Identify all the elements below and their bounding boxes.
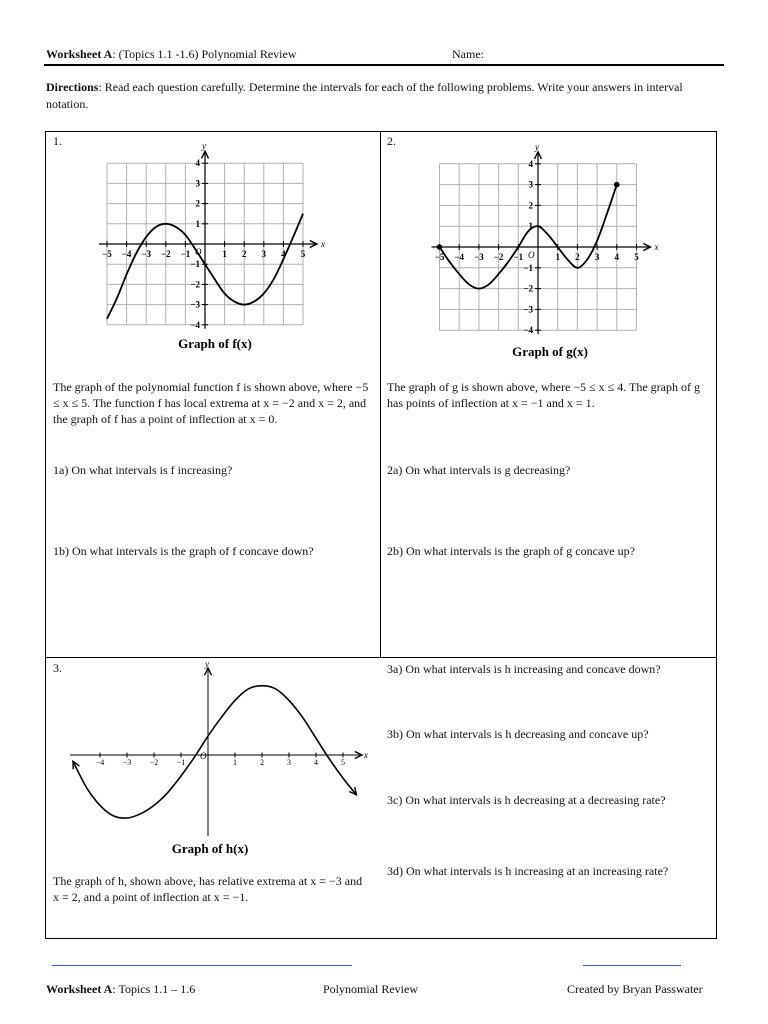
x-tick-label: −2 — [493, 252, 504, 262]
worksheet-title — [46, 47, 296, 62]
origin-label: O — [528, 250, 535, 260]
problem-2-description: The graph of g is shown above, where −5 ≤ x ≤ 4. The graph of g has points of inflection at x = −1 and x = 1. — [387, 380, 700, 410]
endpoint-dot-left — [437, 244, 443, 250]
x-tick-label: −3 — [122, 758, 132, 767]
problem-2-number: 2. — [387, 134, 396, 148]
graph-g-caption: Graph of g(x) — [512, 344, 588, 359]
question-2a: 2a) On what intervals is g decreasing? — [387, 463, 571, 477]
y-tick-label: −1 — [190, 259, 200, 270]
graph-h-plot — [70, 659, 368, 836]
x-axis-label: x — [364, 750, 368, 760]
graph-g — [434, 140, 678, 365]
x-tick-label: −3 — [474, 252, 484, 262]
directions-text: : Read each question carefully. Determine the intervals for each of the following problems. Write your answers in interval notation. — [46, 80, 683, 111]
x-axis-label: x — [654, 242, 659, 252]
y-tick-label: 3 — [195, 178, 200, 189]
y-tick-label: −1 — [523, 262, 533, 273]
question-3c: 3c) On what intervals is h decreasing at a decreasing rate? — [387, 793, 666, 807]
origin-label: O — [195, 247, 202, 257]
x-tick-label: 5 — [300, 249, 306, 259]
footer-title-bold: Worksheet A — [46, 982, 113, 996]
footer-credit: Created by Bryan Passwater — [567, 982, 703, 996]
footer-center: Polynomial Review — [323, 982, 418, 996]
problem-1-number: 1. — [53, 134, 62, 148]
graph-g-plot — [432, 142, 659, 335]
x-tick-label: 3 — [261, 249, 267, 259]
problem-3-description: The graph of h, shown above, has relative extrema at x = −3 and x = 2, and a point of inflection at x = −1. — [53, 874, 363, 904]
series-curve — [73, 686, 357, 818]
problem-3-number: 3. — [53, 661, 62, 675]
endpoint-dot-right — [614, 182, 620, 188]
x-tick-label: −1 — [180, 249, 191, 259]
graph-h-caption: Graph of h(x) — [171, 841, 249, 856]
x-tick-label: −5 — [434, 252, 445, 262]
y-tick-label: −3 — [523, 304, 533, 315]
y-tick-label: 2 — [195, 198, 200, 209]
graph-f-plot — [99, 141, 325, 330]
x-tick-label: 2 — [260, 758, 264, 767]
footer-topics: : Topics 1.1 – 1.6 — [112, 982, 196, 996]
y-tick-label: 1 — [528, 221, 533, 232]
name-label: Name: — [452, 47, 484, 61]
question-3d: 3d) On what intervals is h increasing at an increasing rate? — [387, 864, 669, 878]
directions-label: Directions — [46, 80, 99, 94]
y-tick-label: 2 — [528, 200, 533, 211]
y-tick-label: 4 — [528, 158, 533, 169]
x-tick-label: 5 — [634, 252, 639, 262]
worksheet-title-topics: : (Topics 1.1 -1.6) Polynomial Review — [112, 47, 297, 61]
footer-left — [46, 982, 195, 997]
y-axis-label: y — [205, 659, 209, 669]
x-tick-label: −1 — [176, 758, 186, 767]
question-1b: 1b) On what intervals is the graph of f concave down? — [53, 544, 314, 558]
graph-h — [60, 660, 375, 860]
x-tick-label: 1 — [222, 249, 227, 259]
y-tick-label: 1 — [195, 218, 200, 229]
x-tick-label: 2 — [575, 252, 580, 262]
x-tick-label: 4 — [614, 252, 620, 262]
x-axis-label: x — [321, 239, 325, 249]
y-tick-label: −2 — [523, 283, 533, 294]
y-axis-label: y — [535, 141, 539, 152]
x-tick-label: −4 — [121, 249, 132, 259]
x-tick-label: 4 — [314, 758, 318, 767]
footer-link-left[interactable] — [52, 965, 352, 966]
x-tick-label: 3 — [594, 252, 600, 262]
table-divider-vertical — [380, 131, 381, 657]
y-axis-label: y — [202, 141, 206, 152]
table-divider-horizontal — [45, 657, 716, 658]
x-tick-label: 1 — [555, 252, 560, 262]
x-tick-label: 3 — [287, 758, 291, 767]
worksheet-title-bold: Worksheet A — [46, 47, 113, 61]
graph-f — [95, 140, 335, 355]
question-3b: 3b) On what intervals is h decreasing and concave up? — [387, 727, 649, 741]
x-tick-label: −4 — [454, 252, 465, 262]
x-tick-label: 1 — [233, 758, 237, 767]
x-tick-label: 5 — [341, 758, 345, 767]
directions — [46, 79, 706, 113]
y-tick-label: −4 — [190, 319, 200, 330]
x-tick-label: 2 — [241, 249, 247, 259]
question-3a: 3a) On what intervals is h increasing and concave down? — [387, 662, 661, 676]
footer-link-right[interactable] — [583, 965, 681, 966]
question-1a: 1a) On what intervals is f increasing? — [53, 463, 233, 477]
x-tick-label: −3 — [141, 249, 152, 259]
y-tick-label: −3 — [190, 299, 200, 310]
x-tick-label: 4 — [281, 249, 286, 259]
y-tick-label: −4 — [523, 325, 533, 336]
y-tick-label: −2 — [190, 279, 200, 290]
x-tick-label: −4 — [95, 758, 105, 767]
x-tick-label: −2 — [149, 758, 159, 767]
x-tick-label: −5 — [102, 249, 112, 259]
problem-1-description: The graph of the polynomial function f is shown above, where −5 ≤ x ≤ 5. The function f has local extrema at x = −2 and x = 2, and the graph of f has a point of inflection at x = 0. — [53, 380, 369, 426]
x-tick-label: −1 — [513, 252, 524, 262]
question-2b: 2b) On what intervals is the graph of g concave up? — [387, 544, 635, 558]
graph-f-caption: Graph of f(x) — [178, 336, 252, 351]
y-tick-label: 3 — [528, 179, 533, 190]
y-tick-label: 4 — [195, 158, 200, 169]
origin-label: O — [200, 751, 207, 761]
x-tick-label: −2 — [160, 249, 171, 259]
header-rule — [44, 64, 724, 66]
